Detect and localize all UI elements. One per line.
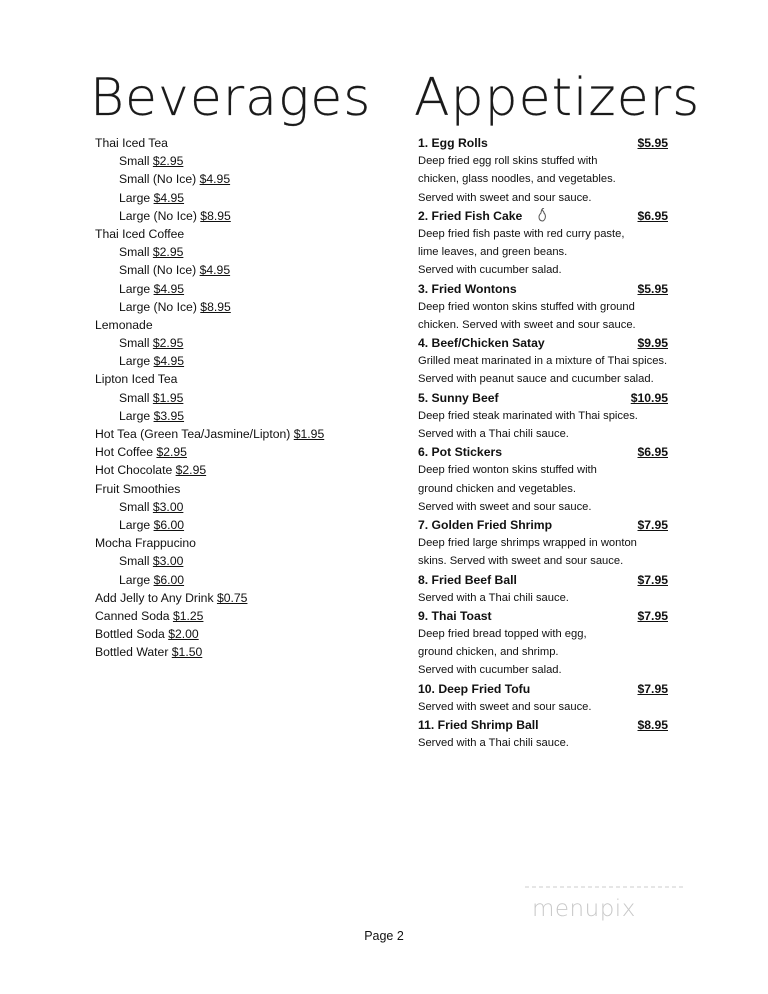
beverage-line	[95, 334, 395, 352]
beverage-line	[95, 316, 395, 334]
beverage-name: Large	[119, 281, 151, 296]
beverage-line	[95, 571, 395, 589]
beverage-line	[95, 625, 395, 643]
appetizer-name: 10. Deep Fried Tofu	[418, 681, 531, 696]
page-number: Page 2	[364, 929, 404, 943]
beverage-name: Thai Iced Tea	[95, 136, 168, 150]
appetizer-description: lime leaves, and green beans.	[418, 246, 568, 259]
appetizer-description: Deep fried large shrimps wrapped in wonton	[418, 537, 637, 550]
appetizer-description: Served with a Thai chili sauce.	[418, 428, 569, 440]
beverage-price: $4.95	[153, 190, 185, 205]
appetizer-description: Served with peanut sauce and cucumber salad.	[418, 373, 654, 386]
beverage-price: $1.50	[171, 645, 203, 660]
beverage-price: $4.95	[199, 172, 231, 187]
appetizer-price: $7.95	[637, 572, 668, 587]
beverage-name: Large (No Ice)	[119, 208, 197, 223]
beverage-price: $8.95	[200, 208, 231, 223]
beverage-name: Thai Iced Coffee	[95, 226, 185, 241]
beverage-line	[95, 298, 395, 316]
appetizer-price: $7.95	[637, 681, 668, 696]
beverage-price: $4.95	[199, 263, 231, 278]
appetizer-description: chicken. Served with sweet and sour sauce.	[418, 318, 636, 331]
appetizer-description: Served with cucumber salad.	[418, 664, 562, 677]
appetizer-item	[418, 607, 670, 625]
appetizer-description: skins. Served with sweet and sour sauce.	[418, 555, 624, 568]
beverage-name: Large	[119, 190, 151, 205]
appetizer-description: Deep fried wonton skins stuffed with	[418, 464, 597, 477]
beverage-name: Hot Chocolate	[95, 463, 173, 478]
beverage-price: $2.95	[156, 445, 187, 460]
beverage-name: Large (No Ice)	[119, 299, 197, 314]
appetizers-heading: Appetizers	[414, 68, 701, 128]
beverage-price: $2.95	[152, 154, 184, 169]
beverage-name: Mocha Frappucino	[95, 536, 196, 551]
beverage-price: $4.95	[153, 354, 185, 369]
beverage-line	[95, 425, 395, 443]
beverage-name: Bottled Soda	[95, 627, 165, 642]
appetizer-name: 1. Egg Rolls	[418, 136, 488, 150]
beverage-name: Small (No Ice)	[119, 172, 197, 187]
beverage-price: $1.95	[293, 427, 325, 441]
beverage-price: $2.95	[152, 245, 184, 260]
beverage-name: Small	[119, 154, 150, 169]
beverage-name: Hot Coffee	[95, 445, 154, 460]
appetizer-name: 9. Thai Toast	[418, 608, 492, 623]
appetizer-item	[418, 680, 670, 698]
beverage-line	[95, 189, 395, 207]
beverage-line	[95, 516, 395, 534]
beverage-name: Lipton Iced Tea	[95, 372, 178, 387]
appetizer-item	[418, 134, 670, 152]
appetizer-price: $6.95	[637, 445, 668, 460]
beverage-price: $6.00	[153, 517, 185, 532]
beverage-name: Small	[119, 554, 150, 569]
appetizer-name: 6. Pot Stickers	[418, 445, 502, 460]
watermark: menupix	[532, 896, 636, 922]
beverage-name: Large	[119, 572, 151, 587]
appetizers-list	[418, 134, 670, 752]
appetizer-description: Served with sweet and sour sauce.	[418, 700, 592, 713]
appetizer-price: $6.95	[637, 208, 668, 223]
beverage-name: Small	[119, 245, 150, 260]
appetizer-description: Deep fried steak marinated with Thai spices.	[418, 409, 638, 422]
appetizer-description: Served with a Thai chili sauce.	[418, 591, 569, 604]
beverage-price: $3.95	[153, 408, 185, 423]
beverage-line	[95, 589, 395, 607]
beverage-line	[95, 480, 395, 498]
appetizer-description: ground chicken, and shrimp.	[418, 646, 559, 659]
appetizer-description: ground chicken and vegetables.	[418, 482, 576, 495]
beverage-name: Bottled Water	[95, 645, 169, 660]
appetizer-price: $5.95	[637, 281, 668, 296]
appetizer-item	[418, 280, 670, 298]
appetizer-name: 2. Fried Fish Cake	[418, 208, 523, 223]
beverage-line	[95, 534, 395, 552]
beverage-name: Small	[119, 336, 150, 351]
beverage-name: Fruit Smoothies	[95, 481, 181, 496]
appetizer-item	[418, 516, 670, 534]
beverage-price: $0.75	[216, 590, 248, 605]
beverage-line	[95, 134, 395, 152]
beverage-price: $4.95	[153, 281, 185, 296]
appetizer-item	[418, 716, 670, 734]
beverage-name: Small (No Ice)	[119, 263, 197, 278]
beverage-price: $3.00	[152, 554, 184, 569]
appetizer-item	[418, 571, 670, 589]
beverage-price: $1.25	[172, 608, 204, 623]
appetizer-description: Grilled meat marinated in a mixture of Thai spices.	[418, 355, 668, 368]
beverage-line	[95, 152, 395, 170]
beverage-line	[95, 352, 395, 370]
chili-pepper-icon	[536, 208, 548, 222]
appetizer-item	[418, 207, 670, 225]
appetizer-description: Deep fried fish paste with red curry paste,	[418, 227, 625, 240]
appetizer-description: Served with a Thai chili sauce.	[418, 737, 569, 750]
appetizer-name: 5. Sunny Beef	[418, 390, 499, 405]
beverage-line	[95, 407, 395, 425]
beverage-price: $8.95	[200, 299, 231, 314]
beverage-line	[95, 498, 395, 516]
beverage-price: $1.95	[152, 390, 184, 405]
appetizer-description: Deep fried egg roll skins stuffed with	[418, 155, 598, 168]
appetizer-item	[418, 334, 670, 352]
beverage-line	[95, 261, 395, 279]
appetizer-price: $7.95	[637, 608, 668, 623]
appetizer-name: 3. Fried Wontons	[418, 281, 517, 296]
appetizer-description: Deep fried wonton skins stuffed with ground	[418, 300, 635, 313]
appetizer-item	[418, 389, 670, 407]
appetizer-name: 4. Beef/Chicken Satay	[418, 336, 545, 351]
appetizer-description: Served with cucumber salad.	[418, 264, 562, 277]
beverage-line	[95, 389, 395, 407]
beverage-name: Canned Soda	[95, 608, 170, 623]
appetizer-name: 11. Fried Shrimp Ball	[418, 718, 539, 732]
beverage-price: $2.95	[152, 336, 184, 351]
beverage-line	[95, 461, 395, 479]
beverage-name: Add Jelly to Any Drink	[95, 590, 214, 605]
beverage-line	[95, 207, 395, 225]
appetizer-item	[418, 443, 670, 461]
appetizer-name: 7. Golden Fried Shrimp	[418, 517, 553, 532]
beverage-price: $3.00	[152, 499, 184, 514]
beverage-line	[95, 280, 395, 298]
beverages-heading: Beverages	[90, 68, 372, 128]
beverage-price: $6.00	[153, 572, 185, 587]
beverage-name: Large	[119, 408, 151, 423]
appetizer-price: $10.95	[630, 390, 668, 405]
appetizer-price: $9.95	[637, 336, 668, 351]
appetizer-description: chicken, glass noodles, and vegetables.	[418, 173, 616, 186]
beverage-line	[95, 643, 395, 661]
beverage-line	[95, 243, 395, 261]
beverage-name: Hot Tea (Green Tea/Jasmine/Lipton)	[95, 427, 291, 441]
appetizer-name: 8. Fried Beef Ball	[418, 572, 517, 587]
beverage-name: Small	[119, 390, 150, 405]
beverage-line	[95, 552, 395, 570]
beverage-line	[95, 443, 395, 461]
beverage-price: $2.00	[168, 627, 199, 642]
appetizer-description: Served with sweet and sour sauce.	[418, 191, 592, 204]
beverage-line	[95, 370, 395, 388]
appetizer-price: $7.95	[637, 517, 668, 532]
beverages-list	[95, 134, 395, 661]
beverage-name: Lemonade	[95, 317, 153, 332]
appetizer-price: $8.95	[637, 718, 668, 732]
appetizer-description: Deep fried bread topped with egg,	[418, 628, 587, 641]
beverage-line	[95, 607, 395, 625]
beverage-name: Small	[119, 499, 150, 514]
appetizer-price: $5.95	[637, 136, 668, 150]
watermark-decoration	[525, 884, 683, 890]
beverage-name: Large	[119, 354, 151, 369]
beverage-line	[95, 170, 395, 188]
beverage-price: $2.95	[175, 463, 207, 478]
beverage-name: Large	[119, 517, 151, 532]
appetizer-description: Served with sweet and sour sauce.	[418, 500, 592, 513]
beverage-line	[95, 225, 395, 243]
